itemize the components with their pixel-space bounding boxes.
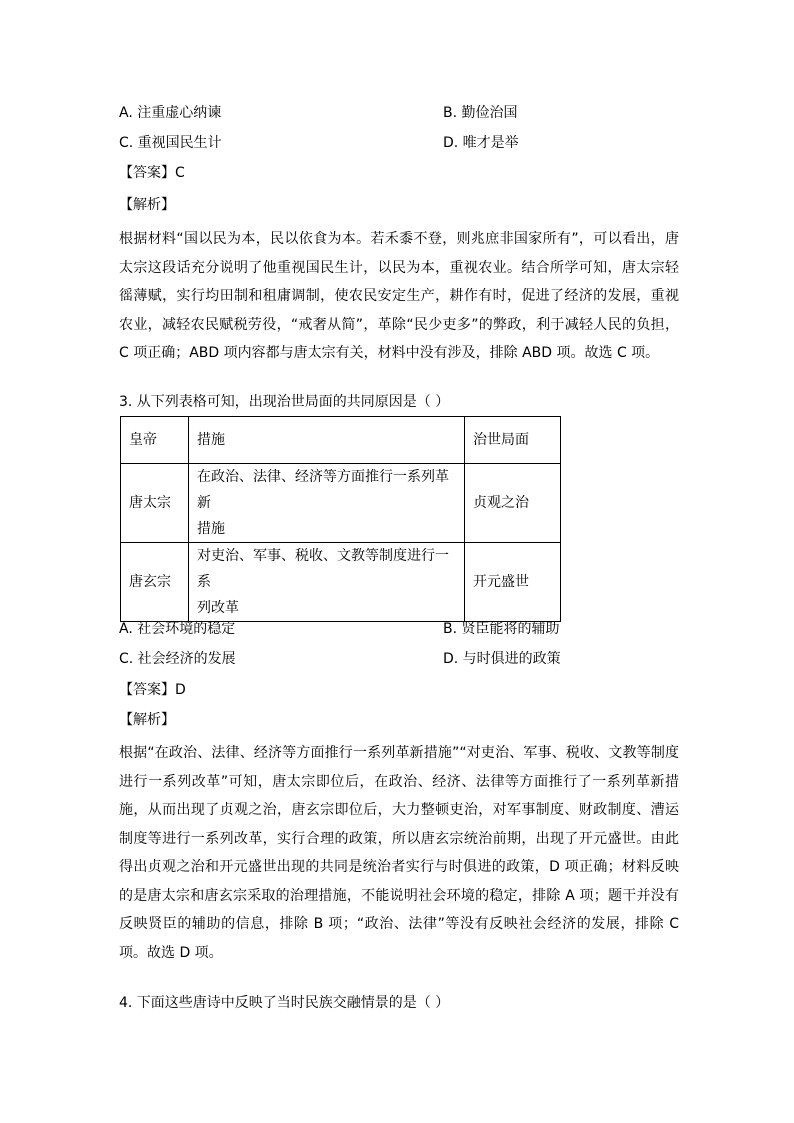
q2-answer: 【答案】C <box>119 165 185 181</box>
q3-table <box>120 416 561 622</box>
q4-stem: 4. 下面这些唐诗中反映了当时民族交融情景的是（ ） <box>119 995 450 1011</box>
q3-option-c: C. 社会经济的发展 <box>119 651 236 667</box>
q3-option-a: A. 社会环境的稳定 <box>119 621 236 637</box>
header-measures: 措施 <box>189 417 465 464</box>
q2-analysis <box>119 225 679 368</box>
q3-analysis-line: 得出贞观之治和开元盛世出现的共同是统治者实行与时俱进的政策，D 项正确；材料反映 <box>119 859 679 875</box>
q2-analysis-label: 【解析】 <box>119 197 175 213</box>
q2-analysis-line: 太宗这段话充分说明了他重视国民生计，以民为本，重视农业。结合所学可知，唐太宗轻 <box>119 259 679 276</box>
q3-analysis-line: 施，从而出现了贞观之治，唐玄宗即位后，大力整顿吏治，对军事制度、财政制度、漕运 <box>119 802 679 818</box>
cell-emperor: 唐太宗 <box>121 464 189 543</box>
q3-option-d: D. 与时俱进的政策 <box>443 651 561 667</box>
header-emperor: 皇帝 <box>121 417 189 464</box>
q3-analysis-line: 根据“在政治、法律、经济等方面推行一系列革新措施”“对吏治、军事、税收、文教等制度 <box>119 745 679 761</box>
q3-answer: 【答案】D <box>119 682 186 698</box>
q3-analysis-line: 的是唐太宗和唐玄宗采取的治理措施，不能说明社会环境的稳定，排除 A 项；题干并没有 <box>119 887 679 904</box>
q2-option-d: D. 唯才是举 <box>443 135 519 151</box>
q3-analysis <box>119 739 679 967</box>
cell-era: 贞观之治 <box>465 464 561 543</box>
q3-option-b: B. 贤臣能将的辅助 <box>443 621 560 637</box>
q2-analysis-line: 根据材料“国以民为本，民以依食为本。若禾黍不登，则兆庶非国家所有”，可以看出，唐 <box>119 231 679 247</box>
table-row <box>121 464 561 543</box>
cell-era: 开元盛世 <box>465 543 561 622</box>
q3-stem: 3. 从下列表格可知，出现治世局面的共同原因是（ ） <box>119 394 450 410</box>
table-row <box>121 543 561 622</box>
q2-analysis-line: C 项正确；ABD 项内容都与唐太宗有关，材料中没有涉及，排除 ABD 项。故选 C 项。 <box>119 345 660 361</box>
header-era: 治世局面 <box>465 417 561 464</box>
cell-emperor: 唐玄宗 <box>121 543 189 622</box>
q3-analysis-line: 进行一系列改革”可知，唐太宗即位后，在政治、经济、法律等方面推行了一系列革新措 <box>119 773 679 790</box>
q3-analysis-line: 反映贤臣的辅助的信息，排除 B 项；“政治、法律”等没有反映社会经济的发展，排除 C <box>119 916 679 932</box>
cell-measure-line: 在政治、法律、经济等方面推行一系列革新 <box>197 469 449 511</box>
q2-option-a: A. 注重虚心纳谏 <box>119 105 222 121</box>
cell-measure-line: 对吏治、军事、税收、文教等制度进行一系 <box>197 548 449 590</box>
table-header-row <box>121 417 561 464</box>
cell-measure <box>189 464 465 543</box>
q3-analysis-label: 【解析】 <box>119 712 175 728</box>
q2-analysis-line: 农业，减轻农民赋税劳役，“戒奢从简”，革除“民少吏多”的弊政，利于减轻人民的负担， <box>119 316 679 333</box>
cell-measure-line: 措施 <box>197 521 225 537</box>
cell-measure-line: 列改革 <box>197 600 239 616</box>
q3-analysis-line: 制度等进行一系列改革，实行合理的政策，所以唐玄宗统治前期，出现了开元盛世。由此 <box>119 830 679 847</box>
q2-option-b: B. 勤俭治国 <box>443 105 518 121</box>
q3-analysis-line: 项。故选 D 项。 <box>119 944 223 961</box>
cell-measure <box>189 543 465 622</box>
q2-option-c: C. 重视国民生计 <box>119 135 222 151</box>
q2-analysis-line: 徭薄赋，实行均田制和租庸调制，使农民安定生产，耕作有时，促进了经济的发展，重视 <box>119 288 679 304</box>
